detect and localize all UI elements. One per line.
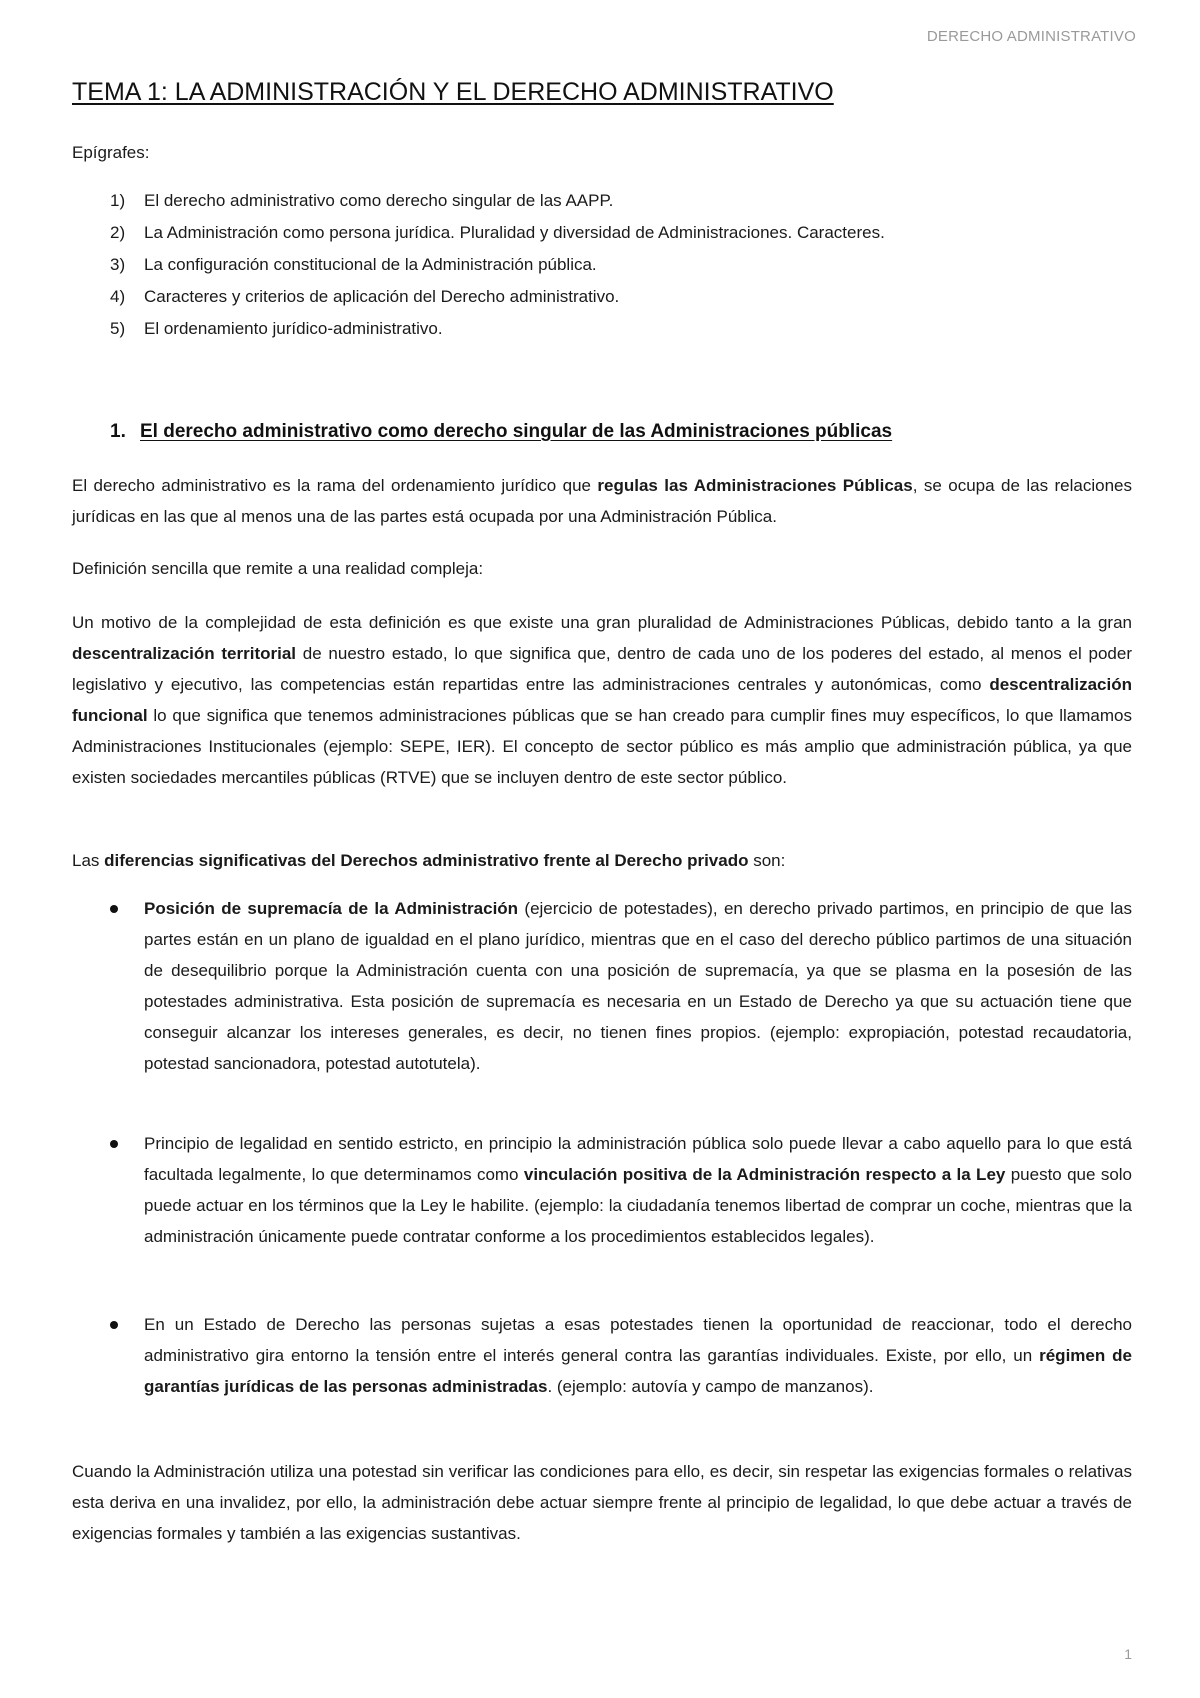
epigrafe-item: [110, 317, 885, 349]
section-title: El derecho administrativo como derecho singular de las Administraciones públicas: [140, 421, 893, 442]
epigrafe-text: El ordenamiento jurídico-administrativo.: [144, 319, 443, 338]
bold-phrase: régimen de garantías jurídicas de las personas administradas: [144, 1346, 1132, 1396]
paragraph-legality: Cuando la Administración utiliza una potestad sin verificar las condiciones para ello, es decir, sin respetar las exigencias formales o relativas esta deriva en una invalidez, por ello, la administración debe actuar siempre frente al principio de legalidad, lo que debe actuar a través de exigencias formales y también a las exigencias sustantivas.: [72, 1462, 1132, 1543]
bold-phrase: diferencias significativas del Derechos administrativo frente al Derecho privado: [104, 851, 749, 870]
epigrafe-number: 1): [110, 191, 126, 210]
paragraph-text: de nuestro estado, lo que significa que, dentro de cada uno de los poderes del estado, al menos el poder legislativo y ejecutivo, las competencias están repartidas entre las administraciones centrales y autonómicas, como: [72, 644, 1132, 694]
bullet-list: [72, 893, 1132, 1079]
section-heading: [110, 421, 892, 443]
paragraph-text: lo que significa que tenemos administraciones públicas que se han creado para cumplir fines muy específicos, lo que llamamos Administraciones Institucionales (ejemplo: SEPE, IER). El concepto de sector público es más amplio que administración pública, ya que existen sociedades mercantiles públicas (RTVE) que se incluyen dentro de este sector público.: [72, 706, 1132, 787]
epigrafe-item: [110, 285, 885, 317]
epigrafe-text: El derecho administrativo como derecho singular de las AAPP.: [144, 191, 614, 210]
bullet-list: [72, 1128, 1132, 1252]
paragraph-text: son:: [748, 851, 786, 870]
epigrafes-list: [110, 189, 885, 349]
paragraph-text: , se ocupa de las relaciones jurídicas en las que al menos una de las partes está ocupada por una Administración Pública.: [72, 476, 1132, 526]
epigrafe-item: [110, 189, 885, 221]
epigrafe-number: 3): [110, 255, 126, 274]
bullet-list: [72, 1309, 1132, 1402]
epigrafe-text: La Administración como persona jurídica. Pluralidad y diversidad de Administraciones. Caracteres.: [144, 223, 885, 242]
paragraph-text: El derecho administrativo es la rama del ordenamiento jurídico que: [72, 476, 598, 495]
page-number: 1: [1124, 1646, 1132, 1662]
bullet-text: puesto que solo puede actuar en los términos que la Ley le habilite. (ejemplo: la ciudadanía tenemos libertad de comprar un coche, mientras que la administración únicamente puede contratar conforme a los procedimientos establecidos legales).: [144, 1165, 1133, 1246]
running-header: DERECHO ADMINISTRATIVO: [926, 28, 1136, 45]
bullet-item: [72, 1128, 1132, 1252]
paragraph-differences: [72, 845, 1132, 876]
bullet-item: [72, 1309, 1132, 1402]
bold-phrase: descentralización funcional: [72, 675, 1132, 725]
section-number: 1.: [110, 421, 126, 442]
epigrafe-item: [110, 253, 885, 285]
epigrafe-text: Caracteres y criterios de aplicación del Derecho administrativo.: [144, 287, 620, 306]
epigrafe-number: 5): [110, 319, 126, 338]
bullet-text: . (ejemplo: autovía y campo de manzanos).: [547, 1377, 874, 1396]
bullet-text: En un Estado de Derecho las personas sujetas a esas potestades tienen la oportunidad de reaccionar, todo el derecho administrativo gira entorno la tensión entre el interés general contra las garantías individuales. Existe, por ello, un: [144, 1315, 1132, 1365]
epigrafe-item: [110, 221, 885, 253]
bold-phrase: regulas las Administraciones Públicas: [597, 476, 913, 495]
bullet-icon: [110, 905, 118, 913]
paragraph-complexity: [72, 607, 1132, 793]
document-title: TEMA 1: LA ADMINISTRACIÓN Y EL DERECHO ADMINISTRATIVO: [72, 78, 834, 106]
epigrafe-text: La configuración constitucional de la Administración pública.: [144, 255, 597, 274]
bold-phrase: vinculación positiva de la Administración respecto a la Ley: [523, 1165, 1006, 1184]
paragraph-text: Un motivo de la complejidad de esta definición es que existe una gran pluralidad de Administraciones Públicas, debido tanto a la gran: [72, 613, 1132, 632]
epigrafe-number: 4): [110, 287, 126, 306]
epigrafes-label: Epígrafes:: [72, 143, 150, 162]
paragraph-definition: [72, 470, 1132, 532]
bold-phrase: descentralización territorial: [72, 644, 297, 663]
bullet-text: Principio de legalidad en sentido estricto, en principio la administración pública solo puede llevar a cabo aquello para lo que está facultada legalmente, lo que determinamos como: [144, 1134, 1132, 1184]
paragraph-text: Las: [72, 851, 105, 870]
bullet-icon: [110, 1140, 118, 1148]
bullet-text: (ejercicio de potestades), en derecho privado partimos, en principio de que las partes están en un plano de igualdad en el plano jurídico, mientras que en el caso del derecho público partimos de una situación de desequilibrio porque la Administración cuenta con una posición de supremacía, ya que se plasma en la posesión de las potestades administrativa. Esta posición de supremacía es necesaria en un Estado de Derecho ya que su actuación tiene que conseguir alcanzar los intereses generales, es decir, no tienen fines propios. (ejemplo: expropiación, potestad recaudatoria, potestad sancionadora, potestad autotutela).: [144, 899, 1132, 1073]
epigrafe-number: 2): [110, 223, 126, 242]
bullet-icon: [110, 1321, 118, 1329]
paragraph-intro: Definición sencilla que remite a una realidad compleja:: [72, 559, 484, 578]
bullet-item: [72, 893, 1132, 1079]
bold-phrase: Posición de supremacía de la Administración: [144, 899, 519, 918]
